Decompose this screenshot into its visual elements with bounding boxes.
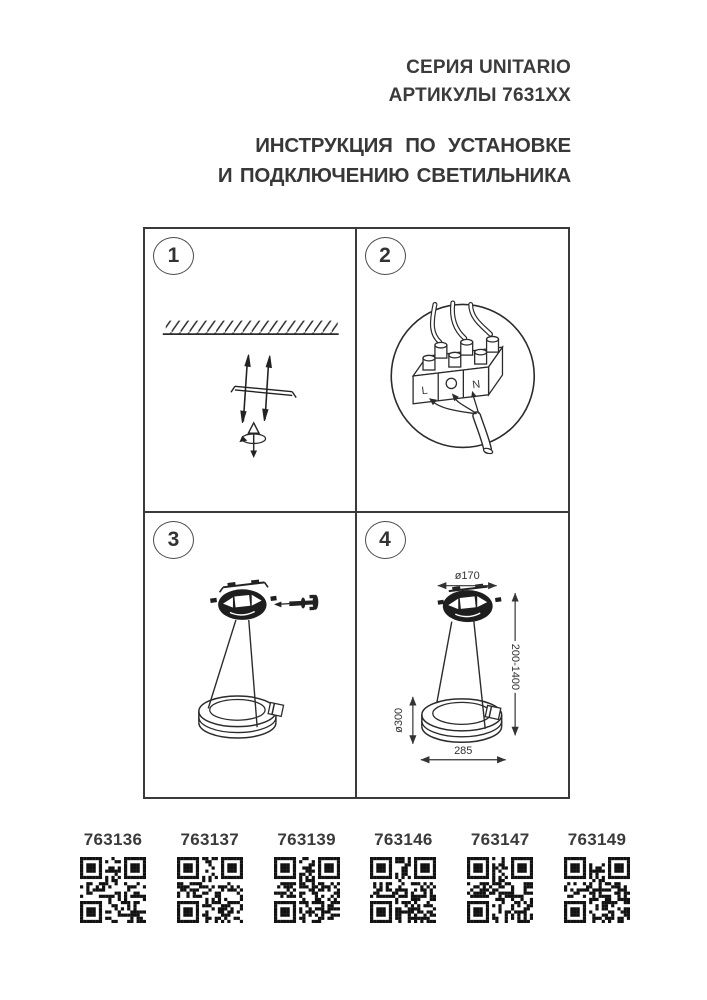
suspension-wires xyxy=(208,620,257,727)
ring-luminaire xyxy=(421,699,501,742)
qr-code xyxy=(177,857,243,923)
ceiling-hatch xyxy=(163,321,339,335)
qr-item xyxy=(464,830,536,923)
step-number-badge xyxy=(365,237,406,275)
dimension-ring-height xyxy=(392,697,412,744)
qr-item xyxy=(367,830,439,923)
canopy xyxy=(210,589,277,620)
article-number: 763137 xyxy=(180,830,240,849)
qr-item xyxy=(561,830,633,923)
step-number: 3 xyxy=(167,528,180,551)
steps-grid xyxy=(143,227,570,799)
terminal-label-live: L xyxy=(420,384,428,398)
dimension-width xyxy=(420,745,505,760)
toggle-anchors xyxy=(231,355,296,423)
article-number: 763146 xyxy=(374,830,433,849)
canopy-side-screw xyxy=(270,596,276,601)
step-number: 1 xyxy=(167,244,180,267)
articles-label: АРТИКУЛЫ 7631XX xyxy=(388,85,571,106)
qr-code xyxy=(274,857,340,923)
svg-text:200-1400: 200-1400 xyxy=(508,643,521,691)
step-2-panel xyxy=(357,229,569,513)
qr-section xyxy=(77,830,633,923)
step-number: 2 xyxy=(379,244,391,267)
svg-text:ø170: ø170 xyxy=(454,570,480,583)
article-number: 763147 xyxy=(470,830,530,849)
article-number: 763139 xyxy=(277,830,336,849)
article-number: 763136 xyxy=(83,830,143,849)
qr-code xyxy=(467,857,533,923)
qr-item xyxy=(174,830,246,923)
canopy-side-screw xyxy=(494,597,501,602)
title-line-2: И ПОДКЛЮЧЕНИЮ СВЕТИЛЬНИКА xyxy=(217,164,571,187)
ring-connector xyxy=(268,703,283,717)
canopy-side-screw xyxy=(437,600,444,605)
svg-text:285: 285 xyxy=(453,744,472,757)
dimension-height-range xyxy=(509,593,521,735)
dimension-top-diameter xyxy=(437,570,496,585)
step-number: 4 xyxy=(379,528,391,551)
step-4-panel xyxy=(357,513,569,797)
canopy xyxy=(437,590,501,622)
qr-code xyxy=(370,857,436,923)
step-1-panel xyxy=(145,229,357,513)
page-title xyxy=(218,131,571,191)
terminal-label-neutral: N xyxy=(471,378,481,392)
qr-code xyxy=(564,857,630,923)
article-number: 763149 xyxy=(567,830,627,849)
screw-rotation-arrow xyxy=(239,423,265,458)
qr-code xyxy=(80,857,146,923)
svg-text:ø300: ø300 xyxy=(392,707,405,733)
suspension-wires xyxy=(436,620,484,729)
qr-item xyxy=(77,830,149,923)
ring-connector xyxy=(485,705,501,719)
qr-item xyxy=(271,830,343,923)
canopy-side-screw xyxy=(210,598,217,603)
supply-wires xyxy=(432,303,490,342)
step-number-badge xyxy=(365,521,406,559)
series-label: СЕРИЯ UNITARIO xyxy=(406,57,571,78)
step-number-badge xyxy=(153,237,194,275)
title-line-1: ИНСТРУКЦИЯ ПО УСТАНОВКЕ xyxy=(255,134,571,157)
fixing-screw xyxy=(274,595,318,611)
step-number-badge xyxy=(153,521,194,559)
step-3-panel xyxy=(145,513,357,797)
ring-luminaire xyxy=(199,696,284,738)
